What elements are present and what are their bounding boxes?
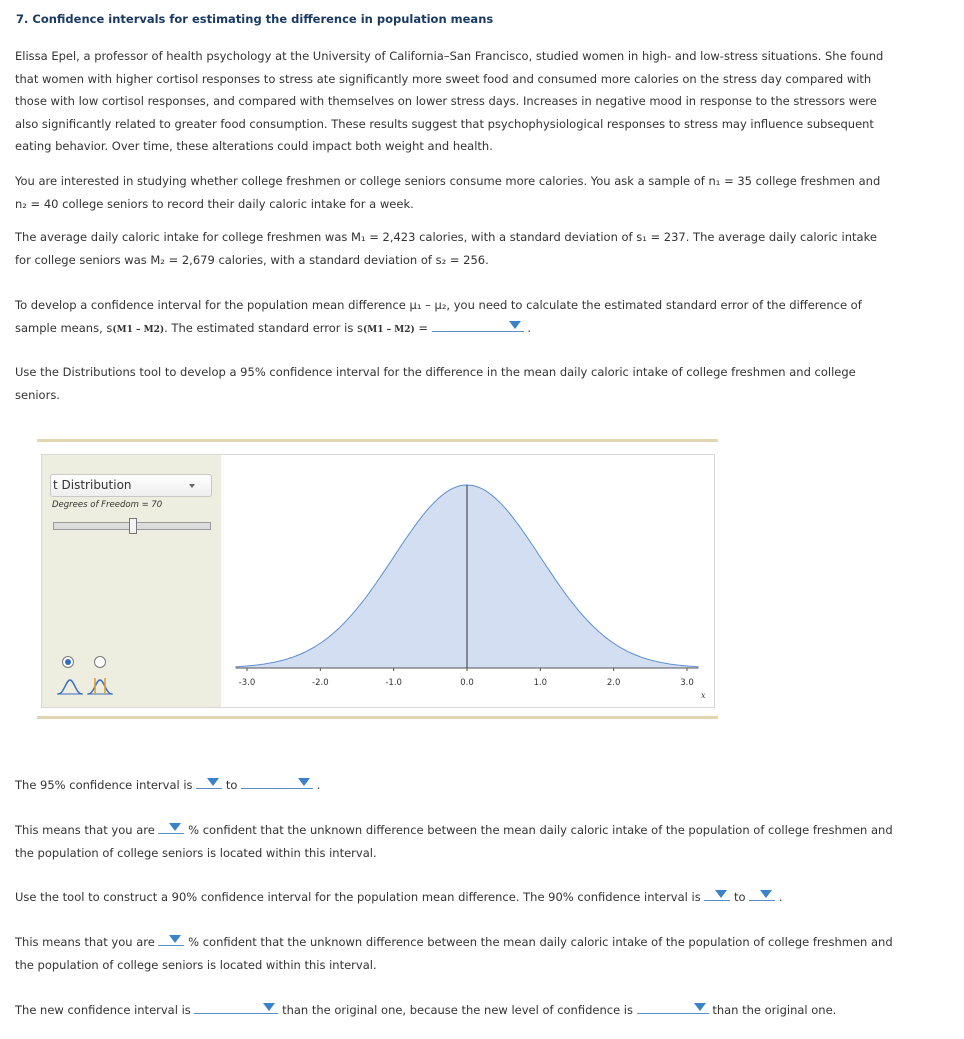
one-tail-radio[interactable]	[62, 656, 74, 668]
use-tool-paragraph: Use the Distributions tool to develop a 95% confidence interval for the difference in the mean daily caloric intake of college freshmen and college seniors.	[15, 365, 856, 402]
x-tick-label: 0.0	[460, 678, 474, 688]
chevron-down-icon	[760, 890, 772, 898]
ci90-lower-dropdown[interactable]	[704, 887, 730, 901]
tool-control-panel	[42, 455, 221, 707]
ci95-meaning-sentence: This means that you are % confident that the unknown difference between the mean daily caloric intake of the population of college freshmen and the population of college seniors is located within this interval.	[15, 819, 895, 864]
two-tail-radio[interactable]	[94, 656, 106, 668]
confidence-level-dropdown[interactable]	[637, 1000, 709, 1014]
x-tick-label: 1.0	[533, 678, 548, 688]
degrees-of-freedom-label: Degrees of Freedom = 70	[52, 500, 163, 510]
ci90-sentence: Use the tool to construct a 90% confidence interval for the population mean difference. The 90% confidence interval is to .	[15, 886, 895, 909]
chevron-down-icon	[694, 1003, 706, 1011]
chevron-down-icon	[169, 935, 181, 943]
distribution-select[interactable]: t Distribution	[50, 474, 212, 497]
intro-paragraph: Elissa Epel, a professor of health psychology at the University of California–San Francisco, studied women in high- and low-stress situations. She found that women with higher cortisol responses to stress ate significantly more sweet food and consumed more calories on the stress day compared with those with low cortisol responses, and compared with themselves on lower stress days. Increases in negative mood in response to the stressors were also significantly related to greater food consumption. These results suggest that psychophysiological responses to stress may influence subsequent eating behavior. Over time, these alterations could impact both weight and health.	[15, 49, 884, 153]
chevron-down-icon	[169, 823, 181, 831]
tool-bottom-rule	[37, 716, 718, 719]
x-tick-label: 2.0	[606, 678, 621, 688]
tail-mode-icons	[54, 675, 120, 697]
ci95-sentence: The 95% confidence interval is to .	[15, 774, 895, 797]
slider-thumb[interactable]	[129, 518, 137, 534]
chevron-down-icon	[207, 778, 219, 786]
two-tail-curve-icon[interactable]	[87, 678, 113, 694]
ci90-upper-dropdown[interactable]	[749, 887, 775, 901]
comparison-sentence: The new confidence interval is than the original one, because the new level of confidence is than the original one.	[15, 999, 895, 1022]
one-tail-curve-icon[interactable]	[57, 680, 83, 694]
x-tick-label: -2.0	[312, 678, 329, 688]
x-tick-label: -1.0	[385, 678, 402, 688]
ci95-lower-dropdown[interactable]	[196, 775, 222, 789]
question-title: 7. Confidence intervals for estimating the difference in population means	[16, 12, 494, 26]
distributions-tool	[41, 454, 715, 708]
degrees-of-freedom-slider[interactable]	[53, 522, 211, 530]
chevron-down-icon	[509, 321, 521, 329]
stats-paragraph: The average daily caloric intake for college freshmen was M₁ = 2,423 calories, with a standard deviation of s₁ = 237. The average daily caloric intake for college seniors was M₂ = 2,679 calories, with a standard deviation of s₂ = 256.	[15, 230, 877, 267]
ci90-meaning-sentence: This means that you are % confident that the unknown difference between the mean daily caloric intake of the population of college freshmen and the population of college seniors is located within this interval.	[15, 931, 895, 976]
standard-error-paragraph: To develop a confidence interval for the population mean difference μ₁ – μ₂, you need to calculate the estimated standard error of the difference of sample means, s(M1 – M2). The estimated standard error is s(M1 – M2) = .	[15, 298, 862, 335]
sample-paragraph: You are interested in studying whether college freshmen or college seniors consume more calories. You ask a sample of n₁ = 35 college freshmen and n₂ = 40 college seniors to record their daily caloric intake for a week.	[15, 174, 881, 211]
standard-error-dropdown[interactable]	[432, 318, 524, 332]
chevron-down-icon	[189, 484, 195, 488]
x-tick-label: 3.0	[680, 678, 694, 688]
interval-width-dropdown[interactable]	[194, 1000, 278, 1014]
x-axis-label: x	[701, 691, 706, 700]
chevron-down-icon	[715, 890, 727, 898]
chevron-down-icon	[298, 778, 310, 786]
ci95-upper-dropdown[interactable]	[241, 775, 313, 789]
chevron-down-icon	[263, 1003, 275, 1011]
x-tick-label: -3.0	[238, 678, 256, 688]
t-distribution-plot	[222, 455, 714, 707]
ci90-confidence-dropdown[interactable]	[158, 932, 184, 946]
tool-top-rule	[37, 439, 718, 442]
ci95-confidence-dropdown[interactable]	[158, 820, 184, 834]
